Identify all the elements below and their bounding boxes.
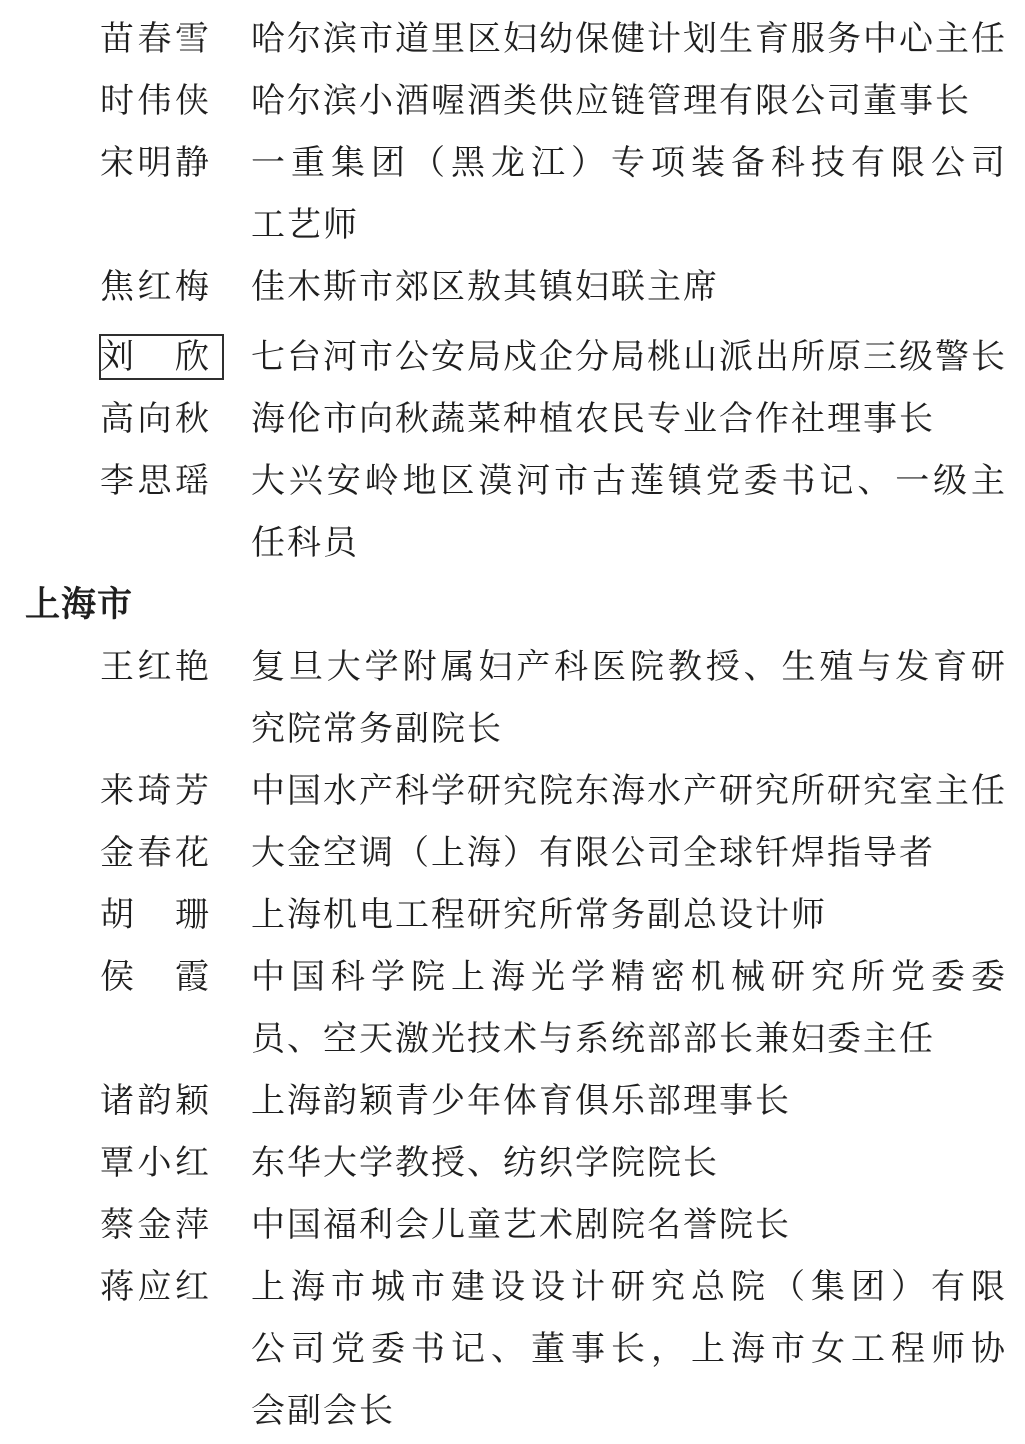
entry-name: 时伟侠 bbox=[100, 81, 212, 121]
entry-description-line: 东华大学教授、纺织学院院长 bbox=[251, 1143, 719, 1183]
entry-description-line: 中国科学院上海光学精密机械研究所党委委 bbox=[251, 957, 1007, 997]
entry-description-line: 复旦大学附属妇产科医院教授、生殖与发育研 bbox=[251, 647, 1007, 687]
list-entry bbox=[0, 450, 1025, 574]
section bbox=[0, 574, 1025, 1442]
entry-description bbox=[251, 1070, 1007, 1132]
entry-description-line: 哈尔滨小酒喔酒类供应链管理有限公司董事长 bbox=[251, 81, 971, 121]
entry-description-line: 任科员 bbox=[251, 523, 359, 563]
list-entry bbox=[0, 132, 1025, 256]
entry-description bbox=[251, 636, 1007, 760]
list-entry bbox=[0, 822, 1025, 884]
list-entry bbox=[0, 760, 1025, 822]
entry-description-line: 大金空调（上海）有限公司全球钎焊指导者 bbox=[251, 833, 935, 873]
entry-name: 来琦芳 bbox=[100, 771, 212, 811]
entry-description-line: 究院常务副院长 bbox=[251, 709, 503, 749]
entry-description-line: 会副会长 bbox=[251, 1391, 395, 1431]
entry-description-line: 工艺师 bbox=[251, 205, 359, 245]
entry-description bbox=[251, 760, 1007, 822]
list-entry bbox=[0, 70, 1025, 132]
entry-description-line: 一重集团（黑龙江）专项装备科技有限公司 bbox=[251, 143, 1007, 183]
entry-description-line: 中国福利会儿童艺术剧院名誉院长 bbox=[251, 1205, 791, 1245]
section-header: 上海市 bbox=[25, 585, 134, 625]
entry-description bbox=[251, 326, 1007, 388]
entry-name: 宋明静 bbox=[100, 143, 212, 183]
entry-description-line: 七台河市公安局戍企分局桃山派出所原三级警长 bbox=[251, 337, 1007, 377]
entry-description-line: 上海机电工程研究所常务副总设计师 bbox=[251, 895, 827, 935]
list-entry bbox=[0, 8, 1025, 70]
entry-name: 金春花 bbox=[100, 833, 212, 873]
list-entry bbox=[0, 636, 1025, 760]
entry-description bbox=[251, 8, 1007, 70]
entry-name: 胡 珊 bbox=[100, 895, 212, 935]
list-entry bbox=[0, 1070, 1025, 1132]
entry-description bbox=[251, 388, 1007, 450]
entry-description bbox=[251, 132, 1007, 256]
entry-description-line: 员、空天激光技术与系统部部长兼妇委主任 bbox=[251, 1019, 935, 1059]
entry-name: 侯 霞 bbox=[100, 957, 212, 997]
list-entry bbox=[0, 326, 1025, 388]
entry-description-line: 海伦市向秋蔬菜种植农民专业合作社理事长 bbox=[251, 399, 935, 439]
entry-name: 诸韵颖 bbox=[100, 1081, 212, 1121]
entry-description bbox=[251, 946, 1007, 1070]
entry-name: 蒋应红 bbox=[100, 1267, 212, 1307]
entry-list bbox=[0, 636, 1025, 1442]
entry-description bbox=[251, 450, 1007, 574]
entry-description bbox=[251, 884, 1007, 946]
section bbox=[0, 8, 1025, 574]
entry-description bbox=[251, 1194, 1007, 1256]
entry-description-line: 上海市城市建设设计研究总院（集团）有限 bbox=[251, 1267, 1007, 1307]
entry-description-line: 公司党委书记、董事长，上海市女工程师协 bbox=[251, 1329, 1007, 1369]
entry-description bbox=[251, 256, 1007, 318]
entry-description-line: 哈尔滨市道里区妇幼保健计划生育服务中心主任 bbox=[251, 19, 1007, 59]
entry-description bbox=[251, 1256, 1007, 1442]
entry-description bbox=[251, 822, 1007, 884]
entry-description-line: 佳木斯市郊区敖其镇妇联主席 bbox=[251, 267, 719, 307]
entry-list bbox=[0, 8, 1025, 574]
entry-description-line: 上海韵颖青少年体育俱乐部理事长 bbox=[251, 1081, 791, 1121]
entry-name: 王红艳 bbox=[100, 647, 212, 687]
list-entry bbox=[0, 388, 1025, 450]
entry-name: 高向秋 bbox=[100, 399, 212, 439]
list-entry bbox=[0, 946, 1025, 1070]
entry-description-line: 中国水产科学研究院东海水产研究所研究室主任 bbox=[251, 771, 1007, 811]
entry-name: 李思瑶 bbox=[100, 461, 212, 501]
list-entry bbox=[0, 1194, 1025, 1256]
list-entry bbox=[0, 884, 1025, 946]
entry-name: 苗春雪 bbox=[100, 19, 212, 59]
entry-description bbox=[251, 70, 1007, 132]
list-entry bbox=[0, 1132, 1025, 1194]
name-highlight-box bbox=[99, 334, 224, 380]
list-entry bbox=[0, 1256, 1025, 1442]
entry-name: 焦红梅 bbox=[100, 267, 212, 307]
entry-description-line: 大兴安岭地区漠河市古莲镇党委书记、一级主 bbox=[251, 461, 1007, 501]
list-entry bbox=[0, 256, 1025, 318]
entry-description bbox=[251, 1132, 1007, 1194]
entry-name: 覃小红 bbox=[100, 1143, 212, 1183]
entry-name: 刘 欣 bbox=[100, 326, 212, 388]
entry-name: 蔡金萍 bbox=[100, 1205, 212, 1245]
